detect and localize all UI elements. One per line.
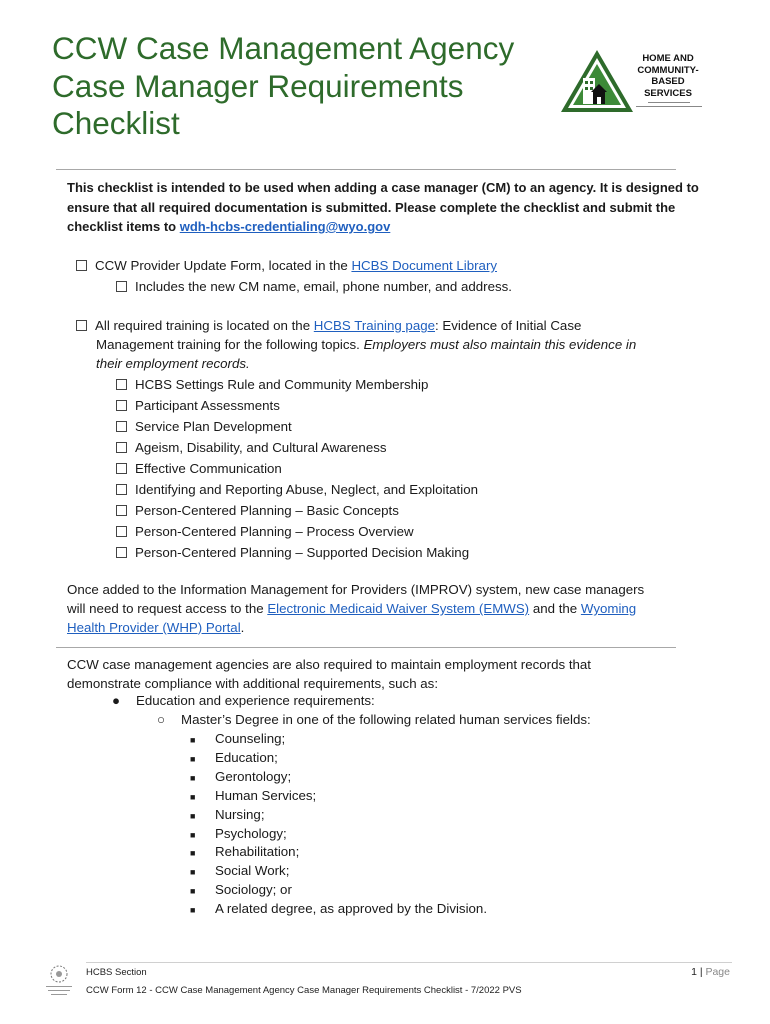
checklist-subitem [116, 396, 280, 415]
field-list-item [190, 749, 278, 769]
footer-section: HCBS Section [86, 967, 147, 978]
bullet-text: Master’s Degree in one of the following related human services fields: [181, 712, 591, 727]
page-number-value: 1 [691, 966, 697, 978]
item-text: Management training for the following topics. [96, 337, 364, 352]
item-italic-note: their employment records. [96, 356, 250, 371]
field-text: Counseling; [215, 731, 286, 746]
checkbox[interactable] [116, 442, 127, 453]
checklist-subitem [116, 375, 428, 394]
improv-text: and the [529, 601, 581, 616]
whp-portal-link[interactable]: Health Provider (WHP) Portal [67, 620, 241, 635]
improv-text: . [240, 620, 245, 635]
field-list-item [190, 843, 299, 863]
logo-text-line: COMMUNITY- [637, 64, 699, 76]
subitem-text: Ageism, Disability, and Cultural Awareness [135, 440, 387, 455]
employment-line [67, 655, 591, 674]
logo-fine-print-icon [634, 101, 704, 109]
improv-text: Once added to the Information Management for Providers (IMPROV) system, new case managers [67, 582, 645, 597]
subitem-text: Service Plan Development [135, 419, 292, 434]
item-text: : Evidence of Initial Case [435, 318, 582, 333]
subitem-text: Person-Centered Planning – Basic Concepts [135, 503, 399, 518]
page-separator: | [696, 966, 706, 978]
logo-text-line: BASED [651, 76, 685, 87]
bullet-circle-icon: ○ [157, 712, 166, 727]
field-list-item [190, 768, 291, 788]
checkbox[interactable] [116, 421, 127, 432]
logo-text-line: SERVICES [644, 87, 692, 99]
subitem-text: Participant Assessments [135, 398, 280, 413]
checklist-subitem [116, 438, 387, 457]
bullet-square-icon: ■ [190, 754, 196, 764]
field-text: Education; [215, 750, 278, 765]
subitem-text: Includes the new CM name, email, phone number, and address. [135, 279, 512, 294]
field-list-item [190, 806, 265, 826]
checkbox[interactable] [116, 463, 127, 474]
bullet-square-icon: ■ [190, 830, 196, 840]
field-text: Rehabilitation; [215, 844, 300, 859]
checkbox[interactable] [76, 320, 87, 331]
employment-line [67, 674, 438, 693]
checklist-subitem [116, 459, 282, 478]
checkbox[interactable] [116, 547, 127, 558]
bullet-square-icon: ■ [190, 773, 196, 783]
subitem-text: Identifying and Reporting Abuse, Neglect, and Exploitation [135, 482, 478, 497]
checklist-item-training-line3 [96, 354, 250, 373]
checklist-item-training [76, 316, 581, 335]
hcbs-training-page-link[interactable]: HCBS Training page [313, 318, 436, 333]
subitem-text: Person-Centered Planning – Process Overview [135, 524, 414, 539]
divider [56, 169, 676, 170]
logo-text-line: HOME AND [642, 53, 694, 64]
intro-paragraph [67, 178, 707, 237]
wyoming-seal-icon [42, 962, 76, 1000]
checkbox[interactable] [116, 484, 127, 495]
field-text: Psychology; [215, 826, 287, 841]
title-line: CCW Case Management Agency [52, 30, 515, 66]
field-list-item [190, 787, 316, 807]
improv-line [67, 580, 644, 599]
hcbs-document-library-link[interactable]: HCBS Document Library [351, 258, 498, 273]
title-line: Case Manager Requirements [52, 67, 464, 104]
page-title [52, 30, 552, 143]
improv-line [67, 618, 244, 637]
checklist-subitem [116, 543, 469, 562]
field-text: Gerontology; [215, 769, 292, 784]
employment-text: demonstrate compliance with additional requirements, such as: [67, 676, 439, 691]
whp-portal-link[interactable]: Wyoming [580, 601, 637, 616]
checkbox[interactable] [116, 400, 127, 411]
checkbox[interactable] [76, 260, 87, 271]
title-line: Checklist [52, 105, 180, 141]
bullet-square-icon: ■ [190, 867, 196, 877]
field-list-item [190, 730, 285, 750]
checkbox[interactable] [116, 505, 127, 516]
divider [56, 647, 676, 648]
checklist-item-provider-update [76, 256, 497, 275]
subitem-text: HCBS Settings Rule and Community Membership [135, 377, 429, 392]
checklist-subitem [116, 417, 292, 436]
page-word: Page [705, 966, 730, 978]
page-number [691, 966, 730, 978]
bullet-level1 [112, 692, 375, 711]
logo-wordmark [634, 53, 702, 99]
checklist-subitem [116, 480, 478, 499]
item-text: CCW Provider Update Form, located in the [95, 258, 352, 273]
field-text: Nursing; [215, 807, 265, 822]
checkbox[interactable] [116, 379, 127, 390]
bullet-level2 [157, 711, 591, 730]
checkbox[interactable] [116, 526, 127, 537]
checklist-subitem [116, 277, 512, 296]
bullet-square-icon: ■ [190, 886, 196, 896]
field-list-item [190, 881, 292, 901]
checklist-subitem [116, 501, 399, 520]
bullet-text: Education and experience requirements: [136, 693, 375, 708]
improv-text: will need to request access to the [67, 601, 268, 616]
subitem-text: Effective Communication [135, 461, 282, 476]
checkbox[interactable] [116, 281, 127, 292]
employment-text: CCW case management agencies are also required to maintain employment records that [67, 657, 592, 672]
checklist-item-training-line2 [96, 335, 636, 354]
field-text: Human Services; [215, 788, 317, 803]
field-text: A related degree, as approved by the Division. [215, 901, 488, 916]
bullet-square-icon: ■ [190, 811, 196, 821]
field-list-item [190, 862, 289, 882]
item-text: All required training is located on the [95, 318, 314, 333]
improv-line [67, 599, 636, 618]
bullet-square-icon: ■ [190, 735, 196, 745]
emws-link[interactable]: Electronic Medicaid Waiver System (EMWS) [267, 601, 530, 616]
field-text: Sociology; or [215, 882, 292, 897]
item-italic-note: Employers must also maintain this evidence in [363, 337, 637, 352]
footer-divider [86, 962, 732, 963]
bullet-square-icon: ■ [190, 905, 196, 915]
intro-text: This checklist is intended to be used when adding a case manager (CM) to an agency. It is designed to ensure that all required documentation is submitted. Please complete the checklist and submit the checklist items to [67, 180, 699, 234]
field-list-item [190, 900, 487, 920]
bullet-square-icon: ■ [190, 792, 196, 802]
bullet-square-icon: ■ [190, 848, 196, 858]
credentialing-email-link[interactable]: wdh-hcbs-credentialing@wyo.gov [179, 219, 391, 234]
field-list-item [190, 825, 287, 845]
subitem-text: Person-Centered Planning – Supported Decision Making [135, 545, 470, 560]
field-text: Social Work; [215, 863, 290, 878]
bullet-dot-icon: ● [112, 693, 121, 708]
footer-form-id: CCW Form 12 - CCW Case Management Agency Case Manager Requirements Checklist - 7/2022 PVS [86, 985, 522, 996]
checklist-subitem [116, 522, 414, 541]
